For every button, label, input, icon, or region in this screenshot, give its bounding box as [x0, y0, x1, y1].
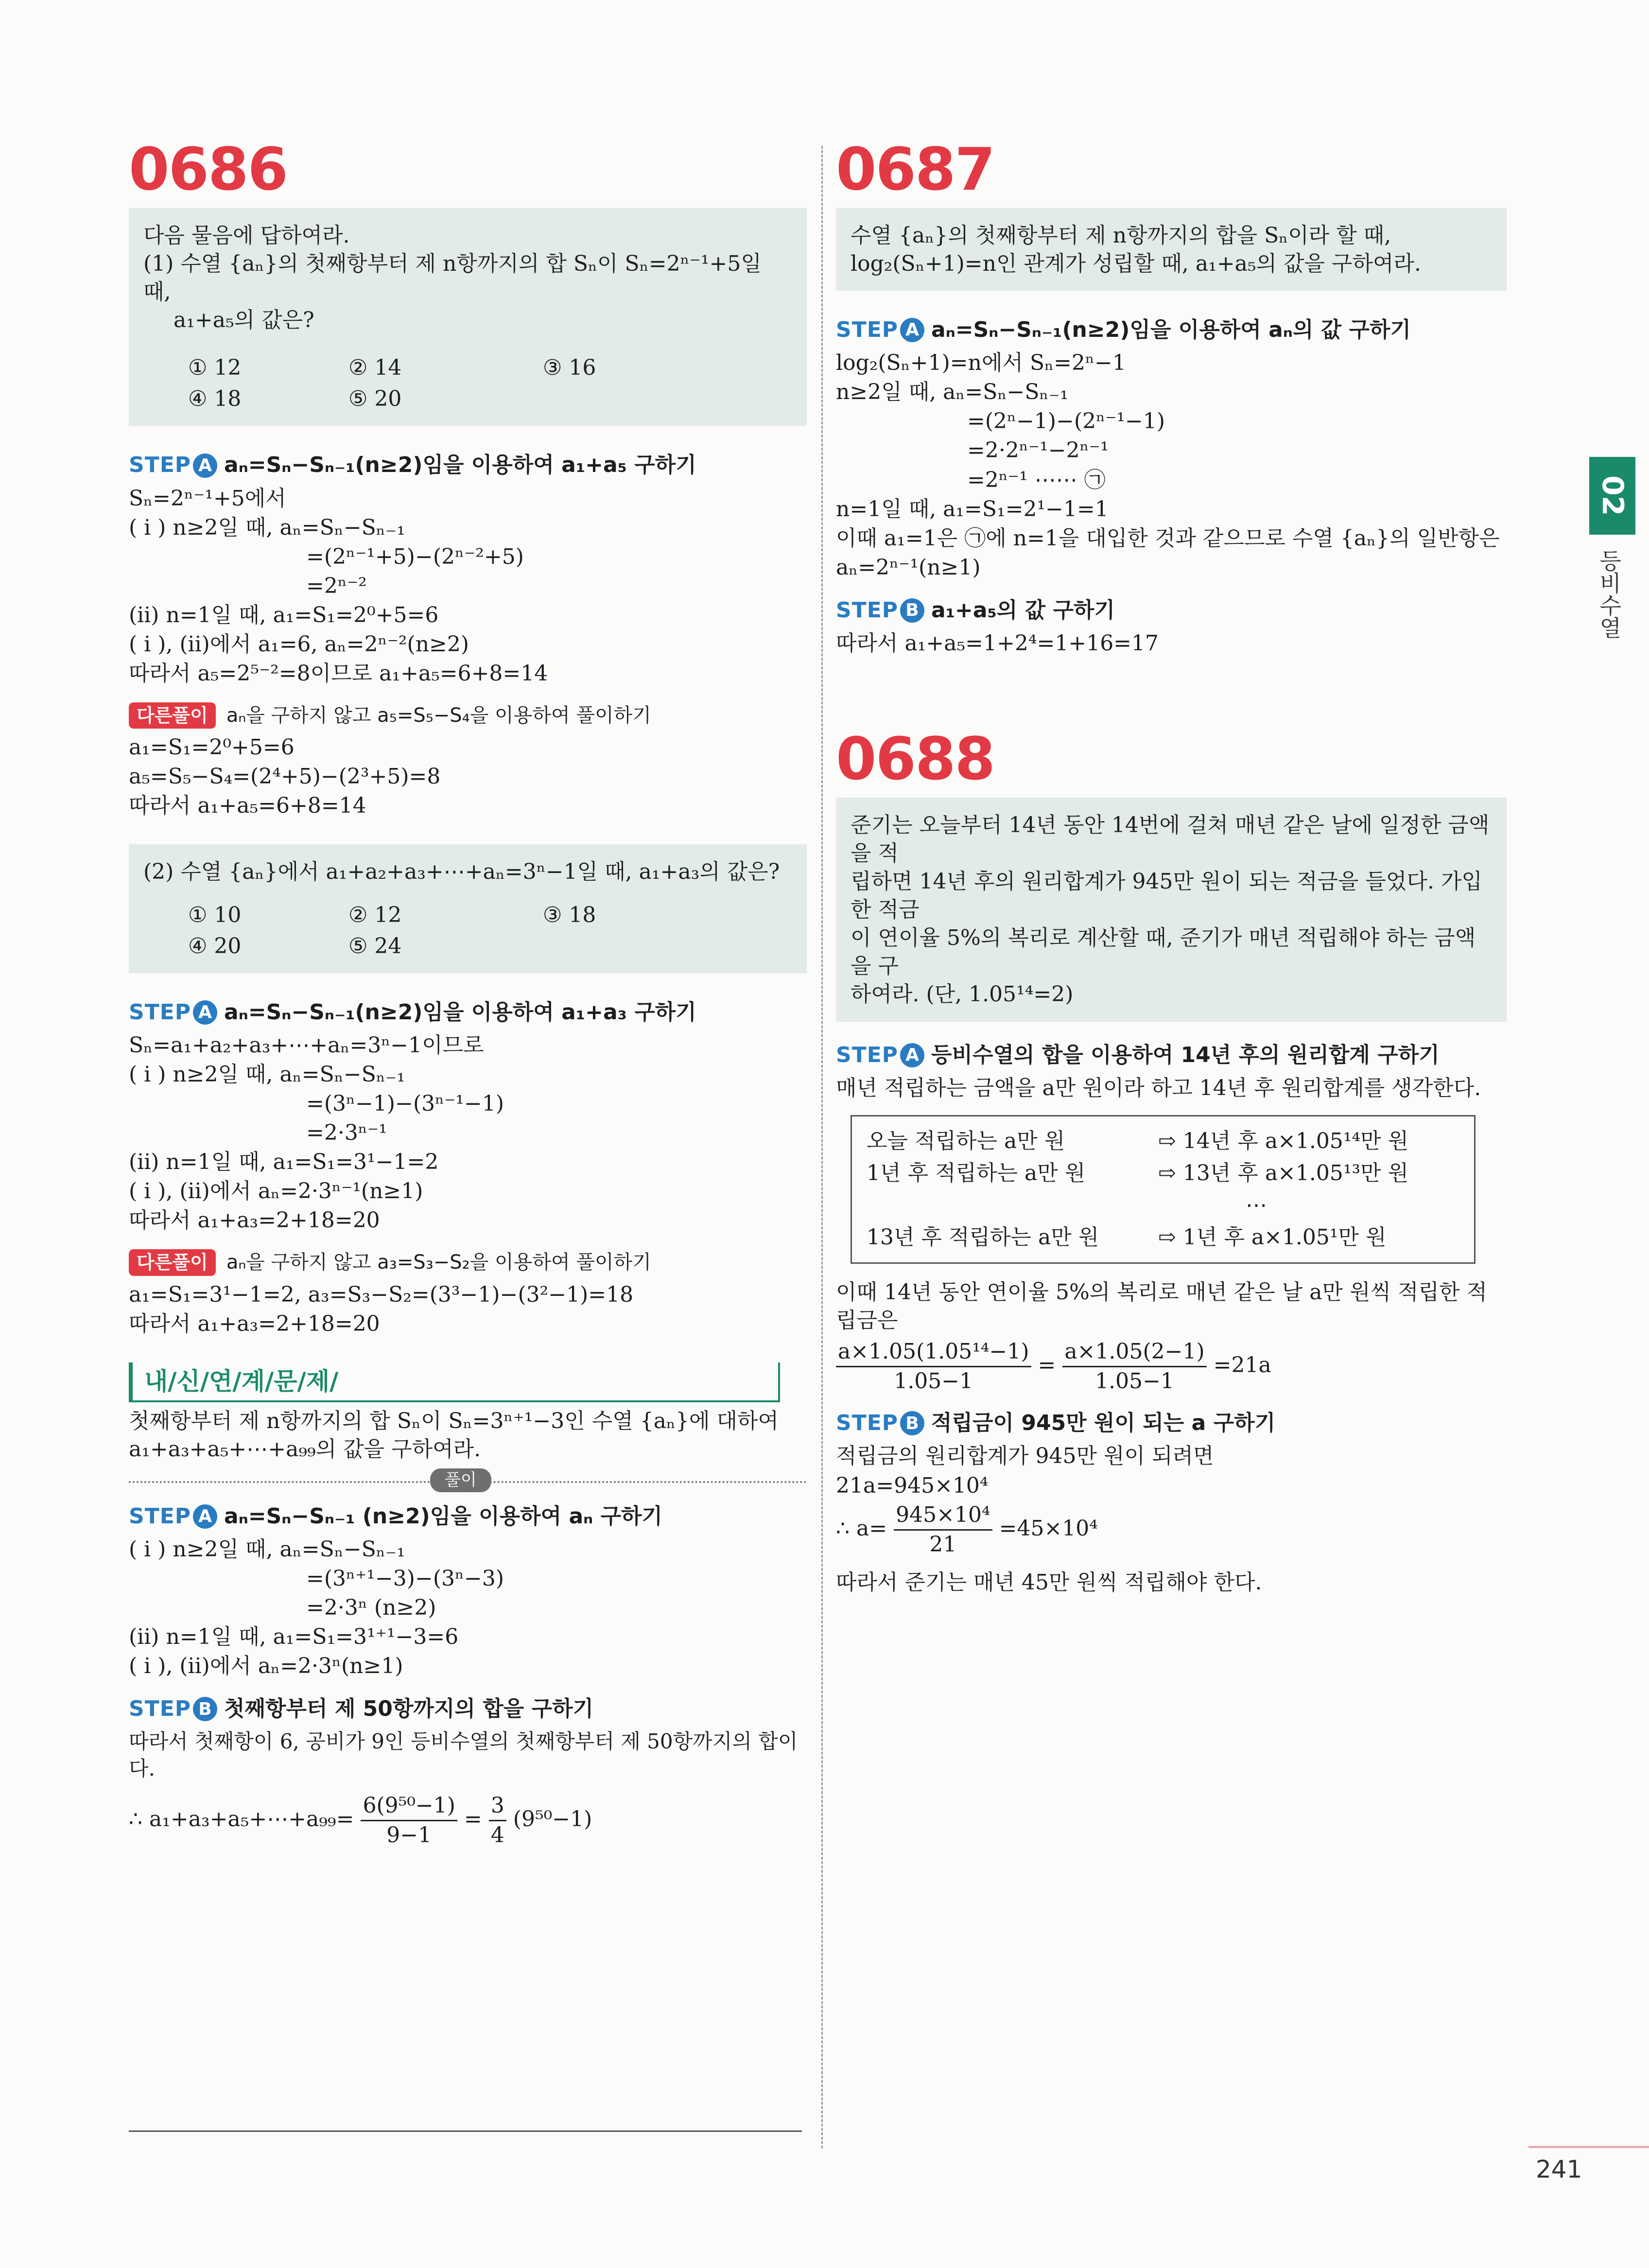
- step-b-heading: [836, 596, 1507, 625]
- alternate-text: aₙ을 구하지 않고 a₃=S₃−S₂을 이용하여 풀이하기: [226, 1251, 651, 1274]
- choices-q2: [143, 901, 792, 960]
- step-a-heading: [836, 1041, 1507, 1069]
- choice: ④ 20: [188, 933, 242, 959]
- solution-line: Sₙ=2ⁿ⁻¹+5에서: [129, 486, 286, 511]
- solution-line: =(2ⁿ⁻¹+5)−(2ⁿ⁻²+5): [306, 544, 524, 569]
- solution-line: ( i ), (ii)에서 aₙ=2·3ⁿ⁻¹(n≥1): [129, 1179, 423, 1204]
- page-number-rule: [1528, 2146, 1649, 2148]
- denominator: 21: [929, 1532, 957, 1557]
- step-a-heading: [129, 1502, 807, 1531]
- solution-line: 따라서 a₁+a₃=2+18=20: [129, 1208, 380, 1233]
- fraction: [1062, 1338, 1206, 1396]
- related-question-line-1: 첫째항부터 제 n항까지의 합 Sₙ이 Sₙ=3ⁿ⁺¹−3인 수열 {aₙ}에 대하여: [129, 1408, 779, 1433]
- numerator: 6(9⁵⁰−1): [361, 1792, 457, 1821]
- solution-line: =(2ⁿ−1)−(2ⁿ⁻¹−1): [967, 409, 1165, 434]
- alternate-text: aₙ을 구하지 않고 a₅=S₅−S₄을 이용하여 풀이하기: [226, 704, 651, 727]
- solution-line: log₂(Sₙ+1)=n에서 Sₙ=2ⁿ−1: [836, 350, 1126, 376]
- problem-box-0687: [836, 208, 1507, 291]
- step-tag: STEP: [836, 1042, 899, 1067]
- step-tag: STEP: [129, 453, 191, 478]
- step-tag: STEP: [836, 597, 899, 623]
- related-problem: [129, 1362, 807, 1850]
- solution-line: 따라서 a₁+a₅=6+8=14: [129, 793, 366, 819]
- alternate-solution-heading: [129, 1249, 807, 1275]
- numerator: a×1.05(2−1): [1062, 1338, 1206, 1367]
- solution-badge: 풀이: [430, 1468, 491, 1492]
- question-1-line-1: (1) 수열 {aₙ}의 첫째항부터 제 n항까지의 합 Sₙ이 Sₙ=2ⁿ⁻¹+5일 때,: [143, 251, 762, 305]
- solution-0687-a: [836, 349, 1507, 582]
- related-question-line-2: a₁+a₃+a₅+⋯+a₉₉의 값을 구하여라.: [129, 1436, 481, 1462]
- step-label: A: [193, 1000, 217, 1025]
- question-line: 준기는 오늘부터 14년 동안 14번에 걸쳐 매년 같은 날에 일정한 금액을 적: [851, 813, 1490, 866]
- denominator: 1.05−1: [894, 1369, 973, 1394]
- solution-line: a₅=S₅−S₄=(2⁴+5)−(2³+5)=8: [129, 764, 441, 789]
- question-line: log₂(Sₙ+1)=n인 관계가 성립할 때, a₁+a₅의 값을 구하여라.: [851, 251, 1422, 277]
- step-text: aₙ=Sₙ−Sₙ₋₁(n≥2)임을 이용하여 aₙ의 값 구하기: [931, 317, 1411, 343]
- step-text: aₙ=Sₙ−Sₙ₋₁(n≥2)임을 이용하여 a₁+a₃ 구하기: [224, 999, 696, 1025]
- fraction: [894, 1501, 992, 1559]
- table-cell: ⇨ 1년 후 a×1.05¹만 원: [1158, 1224, 1387, 1250]
- solution-q2: [129, 1031, 807, 1235]
- step-text: 첫째항부터 제 50항까지의 합을 구하기: [224, 1696, 594, 1722]
- step-text: 적립금이 945만 원이 되는 a 구하기: [931, 1411, 1276, 1436]
- step-label: B: [193, 1697, 217, 1721]
- table-ellipsis: ⋯: [1246, 1192, 1267, 1218]
- step-b-heading: [836, 1409, 1507, 1437]
- question-line: 하여라. (단, 1.05¹⁴=2): [851, 982, 1074, 1007]
- solution-line: 따라서 준기는 매년 45만 원씩 적립해야 한다.: [836, 1570, 1262, 1595]
- step-b-heading: [129, 1695, 807, 1723]
- alternate-badge: 다른풀이: [129, 702, 216, 729]
- choice: ① 12: [188, 355, 242, 381]
- solution-line: ( i ), (ii)에서 a₁=6, aₙ=2ⁿ⁻²(n≥2): [129, 631, 469, 657]
- solution-line: 이때 14년 동안 연이율 5%의 복리로 매년 같은 날 a만 원씩 적립한 적립금은: [836, 1280, 1487, 1333]
- solution-line: ( i ) n≥2일 때, aₙ=Sₙ−Sₙ₋₁: [129, 1062, 405, 1087]
- final-suffix: =45×10⁴: [999, 1516, 1098, 1541]
- table-cell: 1년 후 적립하는 a만 원: [867, 1160, 1086, 1186]
- choice: ⑤ 24: [348, 933, 402, 959]
- fraction: [361, 1792, 457, 1849]
- right-column: [836, 136, 1507, 1611]
- step-text: 등비수열의 합을 이용하여 14년 후의 원리합계 구하기: [931, 1042, 1440, 1067]
- problem-box-0688: [836, 798, 1507, 1022]
- choice: ③ 18: [543, 902, 596, 927]
- fraction: [489, 1792, 506, 1849]
- numerator: 3: [489, 1792, 506, 1821]
- step-tag: STEP: [129, 1503, 191, 1529]
- alternate-solution-q1: [129, 733, 807, 820]
- question-line: 이 연이율 5%의 복리로 계산할 때, 준기가 매년 적립해야 하는 금액을 구: [851, 925, 1476, 979]
- solution-line: 이때 a₁=1은 ㉠에 n=1을 대입한 것과 같으므로 수열 {aₙ}의 일반항은: [836, 525, 1500, 551]
- problem-number-0687: 0687: [836, 136, 994, 204]
- page-number: 241: [1536, 2155, 1582, 2183]
- table-cell: ⇨ 13년 후 a×1.05¹³만 원: [1158, 1160, 1409, 1186]
- solution-line: =2ⁿ⁻²: [306, 573, 367, 598]
- table-cell: 오늘 적립하는 a만 원: [867, 1128, 1065, 1153]
- denominator: 4: [490, 1823, 504, 1848]
- solution-line: (ii) n=1일 때, a₁=S₁=2⁰+5=6: [129, 602, 439, 628]
- final-suffix: (9⁵⁰−1): [513, 1807, 592, 1832]
- solution-divider: [129, 1470, 807, 1490]
- solution-line: n≥2일 때, aₙ=Sₙ−Sₙ₋₁: [836, 380, 1069, 405]
- step-label: B: [900, 598, 924, 623]
- step-tag: STEP: [129, 1696, 191, 1722]
- choices-q1: [143, 354, 792, 413]
- equals: =: [1038, 1353, 1056, 1378]
- solution-line: =2·3ⁿ (n≥2): [306, 1595, 436, 1621]
- question-line: 립하면 14년 후의 원리합계가 945만 원이 되는 적금을 들었다. 가입한 적금: [851, 869, 1482, 923]
- choice: ① 10: [188, 902, 242, 927]
- solution-line: =2·3ⁿ⁻¹: [306, 1120, 387, 1146]
- step-label: B: [900, 1411, 924, 1435]
- final-prefix: ∴ a₁+a₃+a₅+⋯+a₉₉=: [129, 1807, 354, 1832]
- choice: ④ 18: [188, 386, 242, 412]
- chapter-tab: 02: [1589, 457, 1635, 535]
- column-divider: [821, 146, 823, 2148]
- related-problem-title: 내/신/연/계/문/제/: [129, 1362, 780, 1402]
- step-label: A: [193, 454, 217, 478]
- solution-line: (ii) n=1일 때, a₁=S₁=3¹−1=2: [129, 1150, 439, 1175]
- choice: ⑤ 20: [348, 386, 402, 412]
- step-tag: STEP: [129, 999, 191, 1025]
- solution-q1: [129, 485, 807, 688]
- solution-line: Sₙ=a₁+a₂+a₃+⋯+aₙ=3ⁿ−1이므로: [129, 1032, 484, 1058]
- left-column: [129, 136, 807, 1864]
- solution-line: =2ⁿ⁻¹ ⋯⋯ ㉠: [967, 467, 1106, 492]
- savings-table: [851, 1115, 1475, 1264]
- related-solution-b: [129, 1728, 807, 1849]
- solution-line: 매년 적립하는 금액을 a만 원이라 하고 14년 후 원리합계를 생각한다.: [836, 1075, 1481, 1100]
- solution-line: 따라서 a₅=2⁵⁻²=8이므로 a₁+a₅=6+8=14: [129, 661, 548, 686]
- solution-line: (ii) n=1일 때, a₁=S₁=3¹⁺¹−3=6: [129, 1624, 459, 1650]
- solution-line: 21a=945×10⁴: [836, 1473, 989, 1498]
- solution-line: =(3ⁿ⁺¹−3)−(3ⁿ−3): [306, 1566, 504, 1591]
- final-answer: [129, 1792, 807, 1849]
- problem-box-0686-q2: [129, 844, 807, 973]
- solution-line: 따라서 a₁+a₅=1+2⁴=1+16=17: [836, 630, 1159, 656]
- choice: ② 14: [348, 355, 402, 381]
- step-label: A: [193, 1504, 217, 1529]
- alternate-badge: 다른풀이: [129, 1249, 216, 1275]
- fraction-equation: [836, 1338, 1507, 1396]
- related-solution-a: [129, 1535, 807, 1680]
- question-line: 수열 {aₙ}의 첫째항부터 제 n항까지의 합을 Sₙ이라 할 때,: [851, 223, 1391, 248]
- alternate-solution-heading: [129, 702, 807, 729]
- problem-intro: 다음 물음에 답하여라.: [143, 223, 350, 248]
- problem-box-0686: [129, 208, 807, 426]
- solution-line: 적립금의 원리합계가 945만 원이 되려면: [836, 1444, 1214, 1469]
- result: =21a: [1213, 1353, 1271, 1378]
- table-cell: ⇨ 14년 후 a×1.05¹⁴만 원: [1158, 1128, 1409, 1153]
- choice: ② 12: [348, 902, 402, 927]
- step-tag: STEP: [836, 1411, 899, 1436]
- fraction: [836, 1338, 1031, 1396]
- step-text: aₙ=Sₙ−Sₙ₋₁ (n≥2)임을 이용하여 aₙ 구하기: [224, 1503, 663, 1529]
- solution-line: a₁=S₁=2⁰+5=6: [129, 735, 295, 760]
- solution-line: aₙ=2ⁿ⁻¹(n≥1): [836, 555, 981, 580]
- problem-number-0688: 0688: [836, 726, 994, 794]
- solution-line: =2·2ⁿ⁻¹−2ⁿ⁻¹: [967, 438, 1109, 463]
- step-a-heading: [129, 998, 807, 1027]
- numerator: a×1.05(1.05¹⁴−1): [836, 1338, 1031, 1367]
- solution-line: ( i ) n≥2일 때, aₙ=Sₙ−Sₙ₋₁: [129, 515, 405, 540]
- step-a-heading: [129, 451, 807, 479]
- solution-line: 따라서 첫째항이 6, 공비가 9인 등비수열의 첫째항부터 제 50항까지의 합이다.: [129, 1729, 798, 1780]
- solution-line: a₁=S₁=3¹−1=2, a₃=S₃−S₂=(3³−1)−(3²−1)=18: [129, 1282, 634, 1307]
- final-answer: [836, 1501, 1507, 1559]
- solution-line: ( i ), (ii)에서 aₙ=2·3ⁿ(n≥1): [129, 1654, 403, 1679]
- step-text: aₙ=Sₙ−Sₙ₋₁(n≥2)임을 이용하여 a₁+a₅ 구하기: [224, 453, 696, 478]
- numerator: 945×10⁴: [894, 1501, 992, 1531]
- solution-line: n=1일 때, a₁=S₁=2¹−1=1: [836, 496, 1109, 522]
- final-prefix: ∴ a=: [836, 1516, 887, 1541]
- denominator: 1.05−1: [1095, 1369, 1174, 1394]
- chapter-label: 등비수열: [1596, 549, 1622, 639]
- alternate-solution-q2: [129, 1281, 807, 1338]
- equals: =: [464, 1807, 482, 1832]
- step-a-heading: [836, 316, 1507, 344]
- step-label: A: [900, 318, 924, 342]
- solution-line: ( i ) n≥2일 때, aₙ=Sₙ−Sₙ₋₁: [129, 1536, 405, 1562]
- solution-line: =(3ⁿ−1)−(3ⁿ⁻¹−1): [306, 1091, 504, 1116]
- choice: ③ 16: [543, 355, 596, 381]
- question-1-line-2: a₁+a₅의 값은?: [174, 308, 314, 333]
- table-cell: 13년 후 적립하는 a만 원: [867, 1224, 1099, 1250]
- solution-0688-b: [836, 1442, 1507, 1596]
- bottom-rule: [129, 2130, 802, 2132]
- step-text: a₁+a₅의 값 구하기: [931, 597, 1115, 623]
- solution-0687-b: [836, 629, 1507, 658]
- step-tag: STEP: [836, 317, 899, 343]
- question-2: (2) 수열 {aₙ}에서 a₁+a₂+a₃+⋯+aₙ=3ⁿ−1일 때, a₁+a₃의 값은?: [143, 859, 780, 885]
- denominator: 9−1: [386, 1823, 432, 1848]
- solution-line: 따라서 a₁+a₃=2+18=20: [129, 1311, 380, 1336]
- step-label: A: [900, 1043, 924, 1067]
- problem-number-0686: 0686: [129, 136, 287, 204]
